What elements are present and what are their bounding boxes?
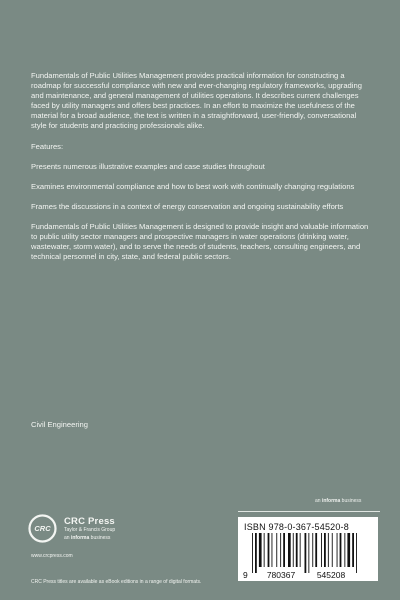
barcode-bar: [305, 533, 307, 573]
barcode-bar: [321, 533, 322, 567]
barcode-bar: [264, 533, 265, 567]
barcode-bar: [288, 533, 291, 567]
informa-brand: informa: [321, 498, 341, 504]
isbn-label: ISBN 978-0-367-54520-8: [244, 522, 349, 532]
feature-item: Examines environmental compliance and how to best work with continually changing regulations: [31, 181, 355, 191]
barcode-bar: [280, 533, 281, 567]
informa-business-tag: [315, 498, 361, 504]
barcode-bar: [332, 533, 333, 567]
barcode-bar: [283, 533, 285, 567]
barcode-bar: [255, 533, 257, 573]
informa-prefix: an: [315, 498, 322, 504]
barcode-bar: [293, 533, 294, 567]
publisher-website: www.crcpress.com: [31, 553, 73, 559]
barcode-bar: [276, 533, 277, 567]
barcode-bar: [300, 533, 301, 567]
barcode-bar: [315, 533, 317, 567]
informa-suffix: business: [340, 498, 362, 504]
barcode-icon: [238, 532, 378, 581]
feature-item: Presents numerous illustrative examples and case studies throughout: [31, 161, 265, 171]
publisher-block: [64, 518, 115, 542]
barcode-bar: [308, 533, 309, 573]
barcode-bar: [296, 533, 298, 567]
barcode-bar: [328, 533, 329, 567]
barcode-digits-right: 545208: [316, 570, 346, 580]
barcode-bar: [337, 533, 338, 567]
ebook-footnote: CRC Press titles are available as eBook editions in a range of digital formats.: [31, 579, 202, 585]
subject-category: Civil Engineering: [31, 420, 88, 429]
barcode-bar: [347, 533, 350, 567]
barcode-bar: [312, 533, 313, 567]
publisher-informa-suffix: business: [89, 535, 111, 541]
barcode-bar: [344, 533, 345, 567]
barcode-bar: [356, 533, 357, 573]
crc-press-logo-icon: [28, 514, 57, 543]
isbn-barcode-panel: [238, 517, 378, 581]
feature-item: Frames the discussions in a context of energy conservation and ongoing sustainability efforts: [31, 201, 344, 211]
barcode-bar: [340, 533, 342, 567]
publisher-name: CRC Press: [64, 516, 115, 527]
divider-line: [238, 511, 380, 512]
barcode-bar: [252, 533, 253, 573]
logo-text: CRC: [34, 524, 51, 533]
features-heading: Features:: [31, 141, 64, 151]
description-paragraph-1: Fundamentals of Public Utilities Management provides practical information for constructing a roadmap for successful compliance with new and ever-changing regulatory frameworks, upgrading and maintenance, and general management of utilities operations. It describes current challenges faced by utility managers and offers best practices. In an effort to maximize the usefulness of the material for a broad audience, the text is written in a straightforward, user-friendly, conversational style for students and practicing professionals alike.: [31, 71, 362, 131]
barcode-digit-first: 9: [243, 570, 248, 580]
publisher-group: Taylor & Francis Group: [64, 527, 116, 533]
back-cover-description: [31, 71, 373, 272]
barcode-digits-left: 780367: [266, 570, 296, 580]
barcode-bar: [259, 533, 262, 567]
barcode-bar: [352, 533, 354, 567]
publisher-informa-line: [64, 534, 115, 542]
publisher-informa-prefix: an: [64, 535, 71, 541]
barcode-bar: [324, 533, 326, 567]
publisher-informa-brand: informa: [70, 535, 90, 541]
barcode-bar: [268, 533, 270, 567]
barcode-bar: [272, 533, 273, 567]
description-paragraph-2: Fundamentals of Public Utilities Management is designed to provide insight and valuable information to public utility sector managers and prospective managers in water operations (drinking water, wastewater, storm water), and to serve the needs of students, teachers, consulting engineers, and technical personnel in city, state, and federal public sectors.: [31, 221, 369, 262]
